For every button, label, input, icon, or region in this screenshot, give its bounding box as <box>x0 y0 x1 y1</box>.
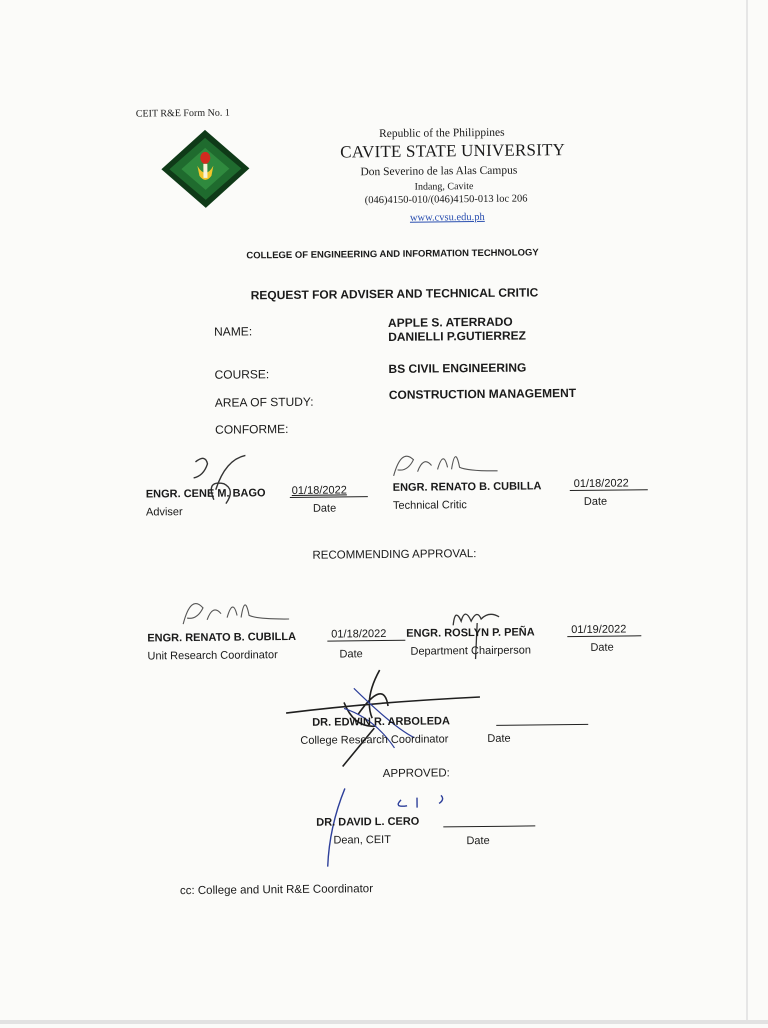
critic-date: 01/18/2022 <box>573 477 629 491</box>
conforme-label: CONFORME: <box>215 421 289 437</box>
chairperson-date: 01/19/2022 <box>571 623 627 637</box>
urc-role: Unit Research Coordinator <box>147 649 278 663</box>
adviser-date-line <box>290 496 368 498</box>
header-phone: (046)4150-010/(046)4150-013 loc 206 <box>364 193 528 207</box>
urc-date-line <box>327 640 405 642</box>
header-university: CAVITE STATE UNIVERSITY <box>340 140 566 162</box>
chairperson-date-label: Date <box>590 641 614 654</box>
header-website-link[interactable]: www.cvsu.edu.ph <box>409 211 485 224</box>
form-title: REQUEST FOR ADVISER AND TECHNICAL CRITIC <box>250 285 539 303</box>
student-name-2: DANIELLI P.GUTIERREZ <box>388 328 527 344</box>
crc-date-line <box>496 724 588 726</box>
crc-role: College Research Coordinator <box>300 733 449 747</box>
chairperson-role: Department Chairperson <box>410 644 531 658</box>
dean-role: Dean, CEIT <box>333 833 391 847</box>
critic-date-label: Date <box>583 495 608 508</box>
urc-date-label: Date <box>339 648 363 661</box>
critic-signature-icon <box>387 441 507 484</box>
student-name-1: APPLE S. ATERRADO <box>387 314 513 330</box>
header-campus: Don Severino de las Alas Campus <box>360 164 518 179</box>
cc-note: cc: College and Unit R&E Coordinator <box>179 883 374 898</box>
chairperson-date-line <box>567 635 641 637</box>
course-value: BS CIVIL ENGINEERING <box>388 360 527 376</box>
college-name: COLLEGE OF ENGINEERING AND INFORMATION TECHNOLOGY <box>246 247 539 262</box>
chairperson-name: ENGR. ROSLYN P. PEÑA <box>406 626 535 640</box>
form-number: CEIT R&E Form No. 1 <box>135 107 230 120</box>
course-label: COURSE: <box>214 367 270 382</box>
crc-date-label: Date <box>487 732 511 745</box>
adviser-date: 01/18/2022 <box>291 484 347 497</box>
adviser-date-label: Date <box>312 502 337 515</box>
name-label: NAME: <box>214 324 253 339</box>
dean-name: DR. DAVID L. CERO <box>316 815 420 829</box>
adviser-signature-icon <box>185 449 266 510</box>
adviser-role: Adviser <box>145 506 183 519</box>
critic-name: ENGR. RENATO B. CUBILLA <box>392 480 542 494</box>
recommending-approval-label: RECOMMENDING APPROVAL: <box>312 548 477 562</box>
critic-role: Technical Critic <box>392 499 467 512</box>
approved-label: APPROVED: <box>382 767 450 781</box>
university-logo-icon <box>159 127 252 210</box>
urc-name: ENGR. RENATO B. CUBILLA <box>147 630 297 645</box>
adviser-name: ENGR. CENE M. BAGO <box>145 487 266 501</box>
critic-date-line <box>570 489 648 491</box>
crc-name: DR. EDWIN R. ARBOLEDA <box>312 715 450 729</box>
dean-date-line <box>443 825 535 827</box>
urc-date: 01/18/2022 <box>331 627 387 641</box>
dean-date-label: Date <box>466 834 490 848</box>
area-value: CONSTRUCTION MANAGEMENT <box>388 385 577 402</box>
header-republic: Republic of the Philippines <box>378 126 505 141</box>
header-town: Indang, Cavite <box>414 181 474 193</box>
area-label: AREA OF STUDY: <box>214 394 314 410</box>
urc-signature-icon <box>177 587 297 632</box>
